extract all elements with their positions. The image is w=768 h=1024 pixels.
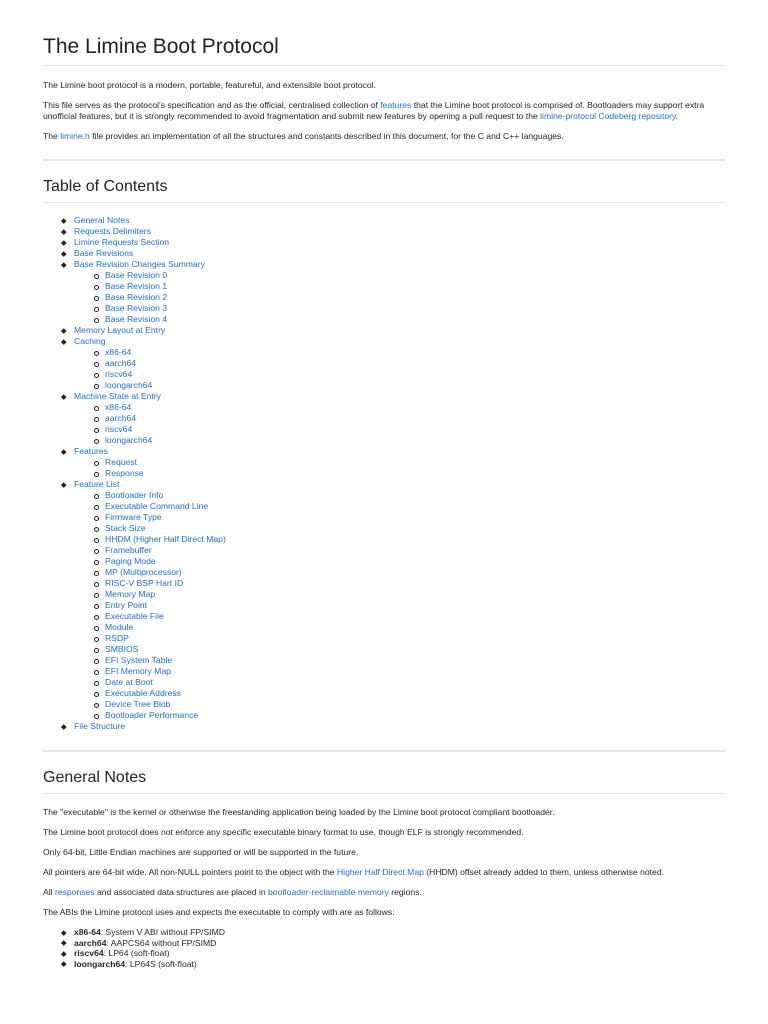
responses-link[interactable]: responses (54, 887, 95, 897)
toc-item (43, 237, 725, 248)
general-notes-paragraph: The "executable" is the kernel or otherwise the freestanding application being loaded by the Limine boot protocol compliant bootloader. (43, 807, 555, 817)
abi-arch: x86-64 (74, 927, 101, 937)
toc-sublink[interactable]: loongarch64 (105, 380, 153, 390)
abi-list-item (43, 959, 725, 970)
abi-arch: aarch64 (74, 937, 107, 948)
toc-subitem (74, 314, 725, 325)
intro-paragraph-2 (43, 100, 719, 122)
toc-subitem (74, 589, 725, 600)
toc-link[interactable]: Requests Delimiters (74, 226, 151, 236)
toc-sublink[interactable]: x86-64 (105, 402, 132, 412)
toc-subitem (74, 567, 725, 578)
toc-subitem (74, 369, 725, 380)
toc-sublist (74, 457, 725, 479)
toc-subitem (74, 578, 725, 589)
toc-item (43, 336, 725, 391)
toc-sublink[interactable]: riscv64 (105, 369, 133, 379)
general-p5-text-a: All (43, 887, 55, 897)
toc-sublink[interactable]: SMBIOS (105, 644, 139, 654)
toc-sublink[interactable]: Base Revision 1 (105, 281, 168, 291)
document-content (43, 0, 725, 969)
toc-subitem (74, 402, 725, 413)
toc-sublink[interactable]: aarch64 (105, 358, 137, 368)
toc-subitem (74, 347, 725, 358)
toc-subitem (74, 534, 725, 545)
toc-heading: Table of Contents (43, 177, 725, 203)
toc-sublink[interactable]: Base Revision 0 (105, 270, 168, 280)
page-title: The Limine Boot Protocol (43, 0, 725, 66)
toc-link[interactable]: Base Revisions (74, 248, 134, 258)
toc-link[interactable]: General Notes (74, 215, 130, 225)
toc-sublink[interactable]: Base Revision 3 (105, 303, 168, 313)
general-notes-paragraph: The ABIs the Limine protocol uses and expects the executable to comply with are as follows: (43, 907, 395, 917)
toc-sublink[interactable]: Base Revision 4 (105, 314, 168, 324)
toc-subitem (74, 270, 725, 281)
abi-list (43, 927, 725, 969)
toc-sublink[interactable]: riscv64 (105, 424, 133, 434)
general-notes-paragraph (43, 887, 725, 898)
general-p5-text-c: regions. (388, 887, 422, 897)
toc-sublink[interactable]: Request (105, 457, 138, 467)
toc-sublink[interactable]: Date at Boot (105, 677, 153, 687)
intro-p2-text-a: This file serves as the protocol's specification and as the official, centralised collection of (43, 100, 381, 110)
toc-sublink[interactable]: Bootloader Performance (105, 710, 199, 720)
toc-subitem (74, 380, 725, 391)
toc-subitem (74, 501, 725, 512)
toc-sublink[interactable]: RSDP (105, 633, 129, 643)
general-notes-heading: General Notes (43, 768, 725, 794)
abi-arch: riscv64 (74, 948, 104, 959)
toc-item (43, 446, 725, 479)
intro-paragraph-3 (43, 131, 725, 142)
toc-sublink[interactable]: Paging Mode (105, 556, 156, 566)
intro-p3-text-a: The (43, 131, 61, 141)
toc-sublink[interactable]: EFI System Table (105, 655, 173, 665)
abi-list-item (43, 938, 725, 949)
toc-sublink[interactable]: Stack Size (105, 523, 146, 533)
toc-subitem (74, 512, 725, 523)
toc-sublink[interactable]: Bootloader Info (105, 490, 164, 500)
abi-list-item (43, 948, 725, 959)
toc-sublink[interactable]: Executable Command Line (105, 501, 209, 511)
toc-subitem (74, 600, 725, 611)
toc-subitem (74, 468, 725, 479)
abi-description: : AAPCS64 without FP/SIMD (106, 937, 217, 948)
toc-item (43, 248, 725, 259)
general-notes-paragraph: Only 64-bit, Little Endian machines are supported or will be supported in the future. (43, 847, 359, 857)
toc-link[interactable]: Features (74, 446, 108, 456)
toc-sublink[interactable]: RISC-V BSP Hart ID (105, 578, 184, 588)
toc-sublink[interactable]: loongarch64 (105, 435, 153, 445)
abi-list-item (43, 927, 725, 938)
toc-subitem (74, 413, 725, 424)
toc-link[interactable]: Base Revision Changes Summary (74, 259, 205, 269)
toc-link[interactable]: Machine State at Entry (74, 391, 161, 401)
toc-subitem (74, 699, 725, 710)
toc-sublink[interactable]: Device Tree Blob (105, 699, 171, 709)
toc-link[interactable]: Feature List (74, 479, 120, 489)
toc-subitem (74, 622, 725, 633)
toc-item (43, 721, 725, 732)
toc-sublink[interactable]: Framebuffer (105, 545, 152, 555)
toc-link[interactable]: Memory Layout at Entry (74, 325, 166, 335)
toc-item (43, 391, 725, 446)
general-p5-text-b: and associated data structures are placed in (94, 887, 269, 897)
general-p4-text-a: All pointers are 64-bit wide. All non-NULL pointers point to the object with the (43, 867, 337, 877)
general-notes-paragraph (43, 867, 725, 878)
toc-sublink[interactable]: Entry Point (105, 600, 148, 610)
toc-item (43, 259, 725, 325)
toc-link[interactable]: Limine Requests Section (74, 237, 170, 247)
toc-sublink[interactable]: aarch64 (105, 413, 137, 423)
toc-subitem (74, 644, 725, 655)
abi-description: : System V ABI without FP/SIMD (100, 927, 225, 937)
toc-sublink[interactable]: Executable Address (105, 688, 181, 698)
toc-subitem (74, 457, 725, 468)
toc-subitem (74, 556, 725, 567)
toc-subitem (74, 435, 725, 446)
toc-subitem (74, 611, 725, 622)
toc-sublist (74, 270, 725, 325)
toc-subitem (74, 303, 725, 314)
toc-subitem (74, 710, 725, 721)
features-link[interactable]: features (380, 100, 412, 110)
section-divider (43, 159, 725, 161)
toc-sublink[interactable]: EFI Memory Map (105, 666, 171, 676)
toc-sublink[interactable]: Firmware Type (105, 512, 162, 522)
toc-sublist (74, 402, 725, 446)
toc-subitem (74, 545, 725, 556)
intro-p2-text-c: . (675, 111, 679, 121)
toc-sublink[interactable]: Memory Map (105, 589, 156, 599)
intro-paragraph-1: The Limine boot protocol is a modern, portable, featureful, and extensible boot protocol. (43, 80, 376, 90)
general-notes-paragraph: The Limine boot protocol does not enforce any specific executable binary format to use, though ELF is strongly recommended. (43, 827, 524, 837)
toc-subitem (74, 358, 725, 369)
limine-protocol-repo-link[interactable]: limine-protocol Codeberg repository (540, 111, 676, 121)
toc-item (43, 325, 725, 336)
toc-subitem (74, 424, 725, 435)
toc-sublist (74, 490, 725, 721)
toc-sublink[interactable]: MP (Multiprocessor) (105, 567, 182, 577)
toc-subitem (74, 523, 725, 534)
higher-half-direct-map-link[interactable]: Higher Half Direct Map (336, 867, 424, 877)
toc-item (43, 215, 725, 226)
toc-subitem (74, 281, 725, 292)
section-divider (43, 750, 725, 752)
general-p4-text-b: (HHDM) offset already added to them, unless otherwise noted. (423, 867, 664, 877)
abi-arch: loongarch64 (74, 958, 126, 969)
toc-sublink[interactable]: Executable File (105, 611, 164, 621)
toc-sublink[interactable]: Base Revision 2 (105, 292, 168, 302)
toc-item (43, 226, 725, 237)
toc-subitem (74, 490, 725, 501)
toc-sublink[interactable]: HHDM (Higher Half Direct Map) (105, 534, 226, 544)
toc-subitem (74, 633, 725, 644)
toc-sublink[interactable]: Module (105, 622, 134, 632)
toc-sublink[interactable]: x86-64 (105, 347, 132, 357)
bootloader-reclaimable-memory-link[interactable]: bootloader-reclaimable memory (268, 887, 389, 897)
intro-p3-text-b: file provides an implementation of all the structures and constants described in this document, for the C and C++ languages. (89, 131, 564, 141)
toc-link[interactable]: Caching (74, 336, 106, 346)
limine-h-link[interactable]: limine.h (60, 131, 90, 141)
table-of-contents (43, 215, 725, 732)
toc-sublist (74, 347, 725, 391)
toc-item (43, 479, 725, 721)
abi-description: : LP64S (soft-float) (125, 958, 197, 969)
toc-subitem (74, 292, 725, 303)
toc-subitem (74, 655, 725, 666)
toc-subitem (74, 688, 725, 699)
abi-description: : LP64 (soft-float) (103, 948, 170, 959)
toc-subitem (74, 677, 725, 688)
toc-link[interactable]: File Structure (74, 721, 126, 731)
toc-sublink[interactable]: Response (105, 468, 144, 478)
intro-p2-text-b: that the Limine boot protocol is comprised of. Bootloaders may support extra unofficial features, but it is strongly recommended to avoid fragmentation and submit new features by opening a pull request to the (43, 100, 705, 121)
toc-subitem (74, 666, 725, 677)
